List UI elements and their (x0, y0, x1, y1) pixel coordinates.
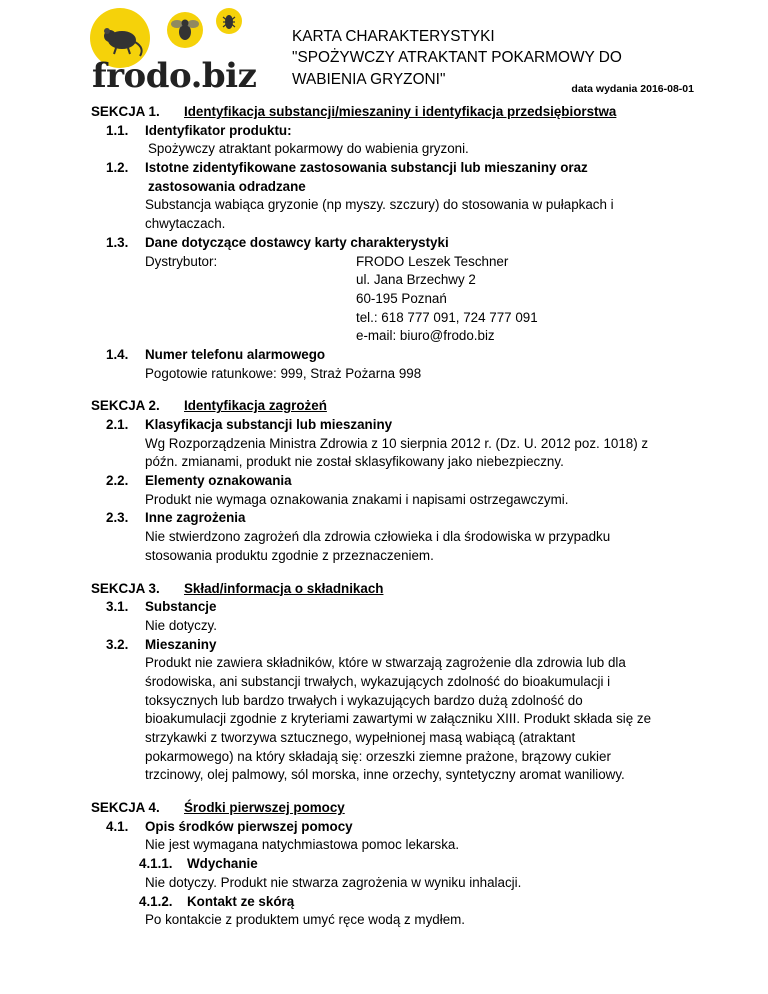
subsection-number: 4.1.2. (139, 893, 173, 909)
distributor-label: Dystrybutor: (145, 253, 218, 269)
subsection-number: 2.2. (106, 473, 129, 489)
title-line-2: "SPOŻYWCZY ATRAKTANT POKARMOWY DO (292, 49, 622, 67)
distributor-name: FRODO Leszek Teschner (356, 253, 509, 269)
section-label: SEKCJA 1. (91, 104, 160, 119)
subsection-title: Substancje (145, 599, 217, 615)
subsection-title: Klasyfikacja substancji lub mieszaniny (145, 417, 393, 432)
distributor-email: e-mail: biuro@frodo.biz (356, 328, 495, 344)
subsection-title: Identyfikator produktu: (145, 122, 292, 138)
section-3-heading (0, 580, 768, 599)
section-title: Środki pierwszej pomocy (184, 800, 345, 816)
subsection-number: 1.4. (106, 346, 129, 362)
document-body (0, 103, 768, 930)
section-4-heading (0, 799, 768, 818)
paragraph-line: Produkt nie zawiera składników, które w stwarzają zagrożenie dla zdrowia lub dla (145, 655, 626, 671)
subsection-text: Spożywczy atraktant pokarmowy do wabienia gryzoni. (148, 141, 469, 157)
subsection-text: Produkt nie wymaga oznakowania znakami i napisami ostrzegawczymi. (145, 491, 569, 507)
subsection-text: stosowania produktu zgodnie z przeznaczeniem. (145, 547, 434, 563)
subsection-title: Opis środków pierwszej pomocy (145, 818, 353, 834)
section-2-heading (0, 397, 768, 416)
logo-text: frodo.biz (92, 56, 257, 96)
subsection-text: późn. zmianami, produkt nie został sklasyfikowany jako niebezpieczny. (145, 454, 564, 470)
subsection-text: Po kontakcie z produktem umyć ręce wodą z mydłem. (145, 912, 466, 928)
section-label: SEKCJA 4. (91, 800, 160, 816)
subsection-title: Dane dotyczące dostawcy karty charakterystyki (145, 234, 449, 250)
subsection-title: Elementy oznakowania (145, 473, 292, 489)
subsection-text: Nie dotyczy. (145, 617, 217, 633)
subsection-number: 3.1. (106, 599, 129, 615)
subsection-number: 1.1. (106, 122, 129, 138)
distributor-phone: tel.: 618 777 091, 724 777 091 (356, 309, 538, 325)
subsection-title: Wdychanie (187, 856, 258, 872)
section-title: Identyfikacja zagrożeń (184, 398, 327, 414)
subsection-text: Pogotowie ratunkowe: 999, Straż Pożarna 998 (145, 365, 422, 381)
paragraph-line: toksycznych lub bardzo trwałych i wykazujących bardzo dużą zdolność do (145, 692, 583, 708)
subsection-number: 1.2. (106, 160, 129, 176)
subsection-number: 4.1.1. (139, 856, 173, 872)
paragraph-line: bioakumulacji zgodnie z kryteriami zawartymi w załączniku XIII. Produkt składa się ze (145, 711, 652, 727)
subsection-number: 2.3. (106, 510, 129, 526)
subsection-number: 2.1. (106, 417, 129, 432)
section-title: Identyfikacja substancji/mieszaniny i identyfikacja przedsiębiorstwa (184, 104, 617, 119)
document-title (292, 26, 712, 90)
subsection-text: Wg Rozporządzenia Ministra Zdrowia z 10 sierpnia 2012 r. (Dz. U. 2012 poz. 1018) z (145, 435, 649, 451)
subsection-title: Inne zagrożenia (145, 510, 246, 526)
subsection-number: 3.2. (106, 636, 129, 652)
subsection-title: Mieszaniny (145, 636, 217, 652)
section-title: Skład/informacja o składnikach (184, 580, 384, 596)
subsection-text: Substancja wabiąca gryzonie (np myszy. szczury) do stosowania w pułapkach i (145, 197, 614, 213)
subsection-title-cont: zastosowania odradzane (148, 178, 306, 194)
title-line-1: KARTA CHARAKTERYSTYKI (292, 28, 495, 45)
paragraph-line: trzcinowy, olej palmowy, sól morska, inne orzechy, syntetyczny aromat waniliowy. (145, 767, 625, 783)
subsection-text: Nie stwierdzono zagrożeń dla zdrowia człowieka i dla środowiska w przypadku (145, 529, 611, 545)
distributor-postcode: 60-195 Poznań (356, 290, 447, 306)
section-1-heading (0, 103, 768, 122)
section-label: SEKCJA 2. (91, 398, 160, 414)
subsection-title: Numer telefonu alarmowego (145, 346, 326, 362)
subsection-number: 1.3. (106, 234, 129, 250)
title-line-3: WABIENIA GRYZONI" (292, 70, 446, 88)
subsection-title: Istotne zidentyfikowane zastosowania substancji lub mieszaniny oraz (145, 160, 588, 176)
subsection-text: Nie dotyczy. Produkt nie stwarza zagrożenia w wyniku inhalacji. (145, 874, 522, 890)
subsection-text: chwytaczach. (145, 216, 226, 232)
paragraph-line: pokarmowego) na który składają się: orzeszki ziemne prażone, brązowy cukier (145, 748, 611, 764)
subsection-text: Nie jest wymagana natychmiastowa pomoc lekarska. (145, 837, 460, 853)
distributor-address: ul. Jana Brzechwy 2 (356, 272, 476, 288)
subsection-title: Kontakt ze skórą (187, 893, 295, 909)
section-label: SEKCJA 3. (91, 580, 160, 596)
paragraph-line: środowiska, ani substancji trwałych, wykazujących zdolność do bioakumulacji i (145, 673, 611, 689)
subsection-number: 4.1. (106, 818, 129, 834)
paragraph-line: strzykawki z tworzywa sztucznego, wypełnionej masą wabiącą (atraktant (145, 730, 576, 745)
issue-date: data wydania 2016-08-01 (571, 83, 694, 95)
